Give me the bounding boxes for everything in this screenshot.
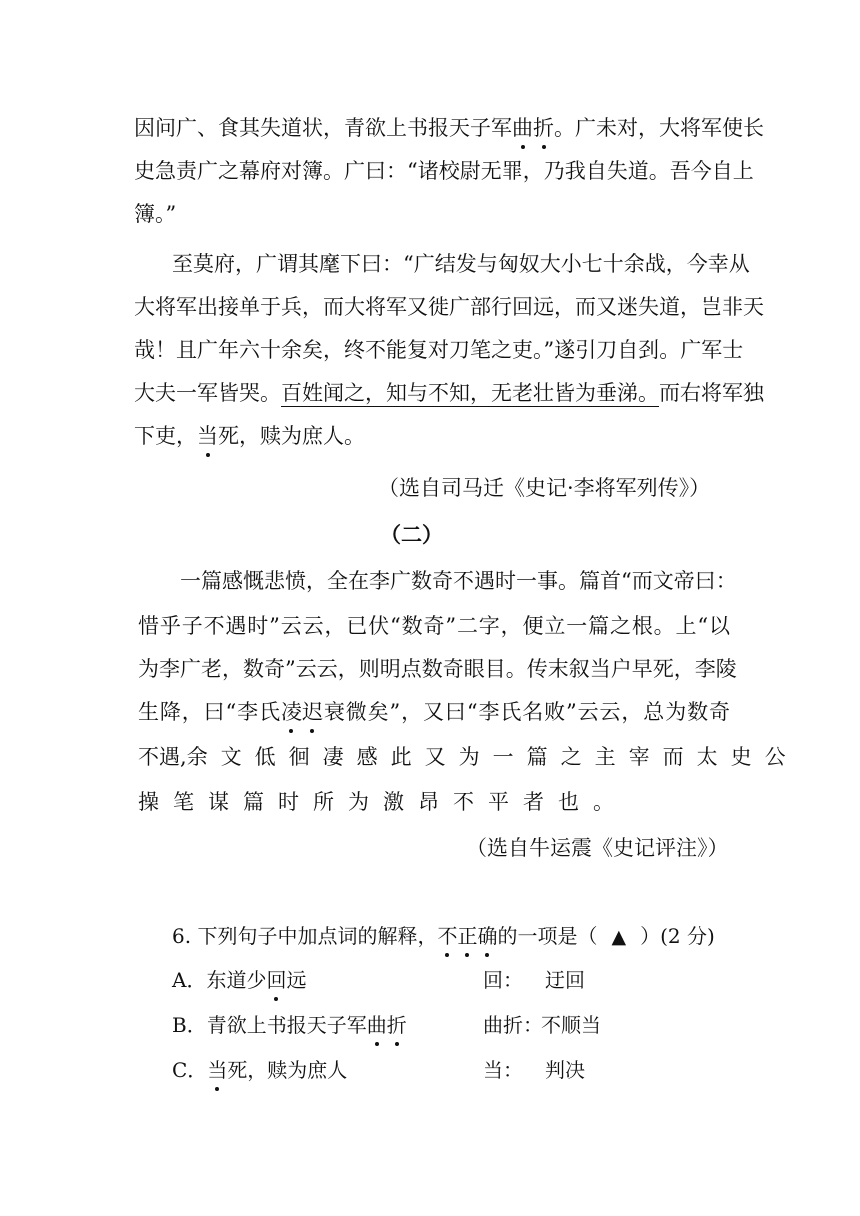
emphasis-dot-char: 曲 [366,1013,387,1037]
text-span: 衰微矣”，又曰“李氏名败”云云，总为数奇 [322,700,730,724]
question-6-stem [172,922,715,951]
option-a-definition: 迂回 [545,968,585,992]
text-span: 因问广、食其失道状，青欲上书报天子军 [134,116,512,140]
text-span: ）(2 分) [640,924,715,948]
text-span: A．东道少 [172,968,267,992]
text-span: C． [172,1058,208,1082]
passage-two-line-1: 一篇感慨悲愤，全在李广数奇不遇时一事。篇首“而文帝曰： [180,569,737,593]
text-span: 大夫一军皆哭。 [134,381,281,405]
emphasis-dot-char: 凌 [280,700,302,724]
option-c-definition: 判决 [545,1058,585,1082]
text-span: 远 [286,968,307,992]
passage-two-source: （选自牛运震《史记评注》） [466,836,729,860]
text-span: 死，赎为庶人。 [218,424,365,448]
passage-one-line-8 [134,422,365,450]
underlined-sentence: 百姓闻之，知与不知，无老壮皆为垂涕。 [281,381,659,405]
text-span: 而右将军独 [659,381,764,405]
passage-one-line-4: 至莫府，广谓其麾下曰：“广结发与匈奴大小七十余战，今幸从 [172,252,750,276]
passage-one-line-5: 大将军出接单于兵，而大将军又徙广部行回远，而又迷失道，岂非天 [134,295,764,319]
emphasis-dot-char: 迟 [301,700,323,724]
passage-two-line-2: 惜乎子不遇时”云云，已伏“数奇”二字，便立一篇之根。上“以 [138,614,730,638]
emphasis-dot-char: 不 [437,924,458,948]
option-c-word: 当： [483,1058,523,1082]
text-span: 6. 下列句子中加点词的解释， [172,924,438,948]
answer-blank-triangle-icon: ▲ [611,926,627,948]
emphasis-dot-char: 折 [533,116,554,140]
text-span: 不遇, [138,745,187,769]
passage-two-line-4 [138,698,730,726]
emphasis-dot-char: 正 [457,924,478,948]
text-span: B．青欲上书报天子军 [172,1013,367,1037]
text-span: 生降，曰“李氏 [138,700,281,724]
emphasis-dot-char: 当 [207,1058,228,1082]
emphasis-dot-char: 确 [477,924,498,948]
option-c-sentence [172,1056,347,1084]
text-span: 下吏， [134,424,197,448]
option-a-word: 回： [483,968,523,992]
option-b-sentence [172,1011,407,1039]
text-span: 余文低徊凄感此又为一篇之主宰而太史公 [186,745,799,769]
passage-two-line-5 [138,743,799,771]
passage-one-line-3: 簿。” [134,202,177,226]
emphasis-dot-char: 折 [386,1013,407,1037]
text-span: 的一项是（ [497,924,598,948]
passage-one-source: （选自司马迁《史记·李将军列传》） [378,476,711,500]
passage-one-line-6: 哉！且广年六十余矣，终不能复对刀笔之吏。”遂引刀自刭。广军士 [134,338,744,362]
passage-two-line-6: 操笔谋篇时所为激昂不平者也。 [138,790,628,814]
option-b-word: 曲折： [483,1013,543,1037]
text-span: 。广未对，大将军使长 [554,116,764,140]
option-a-sentence [172,966,306,994]
passage-two-line-3: 为李广老，数奇”云云，则明点数奇眼目。传末叙当户早死，李陵 [138,657,737,681]
passage-one-line-2: 史急责广之幕府对簿。广曰：“诸校尉无罪，乃我自失道。吾今自上 [134,159,754,183]
section-two-title: （二） [380,522,443,547]
emphasis-dot-char: 曲 [512,116,533,140]
emphasis-dot-char: 回 [266,968,287,992]
emphasis-dot-char: 当 [197,424,218,448]
text-span: 死，赎为庶人 [227,1058,348,1082]
passage-one-line-1 [134,114,764,142]
option-b-definition: 不顺当 [541,1013,601,1037]
passage-one-line-7 [134,379,764,407]
